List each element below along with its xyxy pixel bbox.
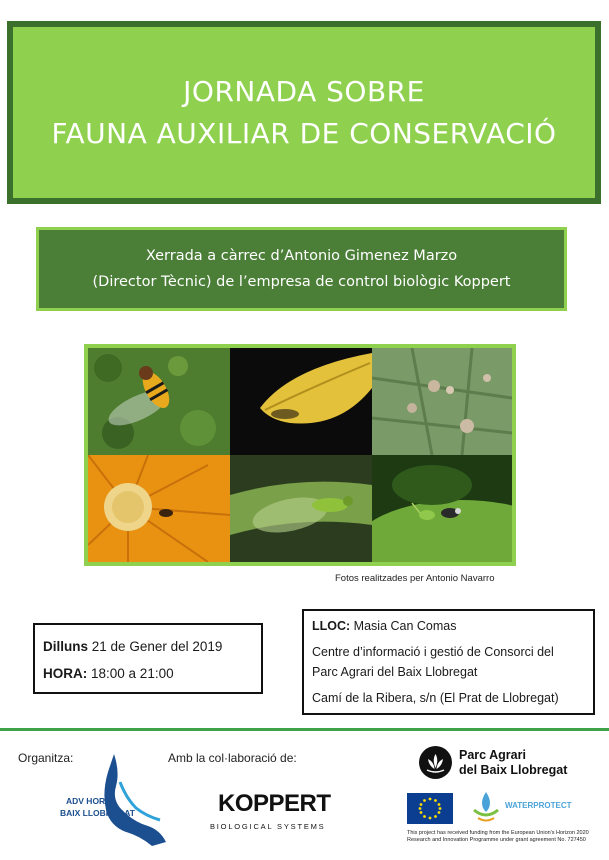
date-row [43, 633, 261, 660]
adv-line-2: BAIX LLOBREGAT [60, 808, 135, 818]
photo-predatory-bugs [372, 455, 512, 562]
place-line-2: Parc Agrari del Baix Llobregat [312, 665, 478, 679]
time-row [43, 660, 261, 687]
photo-grid [84, 344, 516, 566]
parc-agrari-logo [419, 746, 589, 782]
place-label: LLOC: [312, 619, 351, 633]
funding-notice [407, 830, 607, 844]
title-line-1: JORNADA SOBRE [183, 74, 425, 108]
place-name: Masia Can Comas [353, 619, 457, 633]
event-date: 21 de Gener del 2019 [91, 639, 223, 654]
footer-divider [0, 728, 609, 731]
collaboration-label: Amb la col·laboració de: [168, 751, 297, 765]
speaker-line-1: Xerrada a càrrec d’Antonio Gimenez Marzo [145, 248, 458, 264]
place-box [302, 609, 595, 715]
photo-lacewing [230, 455, 372, 562]
speaker-line-2: (Director Tècnic) de l’empresa de control biològic Koppert [92, 274, 511, 290]
funding-line-1: This project has received funding from the European Union's Horizon 2020 [407, 830, 589, 836]
parc-line-1: Parc Agrari [459, 748, 526, 762]
place-line-1: Centre d’informació i gestió de Consorci del [312, 645, 554, 659]
photo-leaf-mites [372, 348, 512, 455]
parc-agrari-icon [419, 746, 452, 779]
title-banner [7, 21, 601, 204]
photo-orange-flower [88, 455, 230, 562]
title-line-2: FAUNA AUXILIAR DE CONSERVACIÓ [51, 116, 557, 150]
time-label: HORA: [43, 666, 88, 681]
waterprotect-icon [470, 790, 502, 824]
parc-line-2: del Baix Llobregat [459, 763, 568, 777]
funding-line-2: Research and Innovation Programme under grant agreement No. 727450 [407, 837, 586, 843]
eu-flag-icon [407, 793, 453, 824]
waterprotect-wordmark: WATERPROTECT [505, 801, 572, 810]
event-time: 18:00 a 21:00 [91, 666, 174, 681]
speaker-banner [36, 227, 567, 311]
photo-yellow-leaf [230, 348, 372, 455]
waterprotect-logo [470, 790, 590, 826]
koppert-subtitle: BIOLOGICAL SYSTEMS [210, 822, 326, 831]
organized-by-label: Organitza: [18, 751, 74, 765]
photo-credit: Fotos realitzades per Antonio Navarro [335, 573, 495, 584]
date-time-box [33, 623, 263, 694]
place-row [312, 616, 593, 636]
koppert-wordmark: KOPPERT [218, 790, 331, 817]
koppert-logo [208, 790, 338, 838]
adv-horta-logo [56, 752, 168, 850]
day-label: Dilluns [43, 639, 89, 654]
adv-line-1: ADV HORTA [66, 796, 116, 806]
photo-hoverfly [88, 348, 230, 455]
place-address: Camí de la Ribera, s/n (El Prat de Llobregat) [312, 691, 559, 705]
